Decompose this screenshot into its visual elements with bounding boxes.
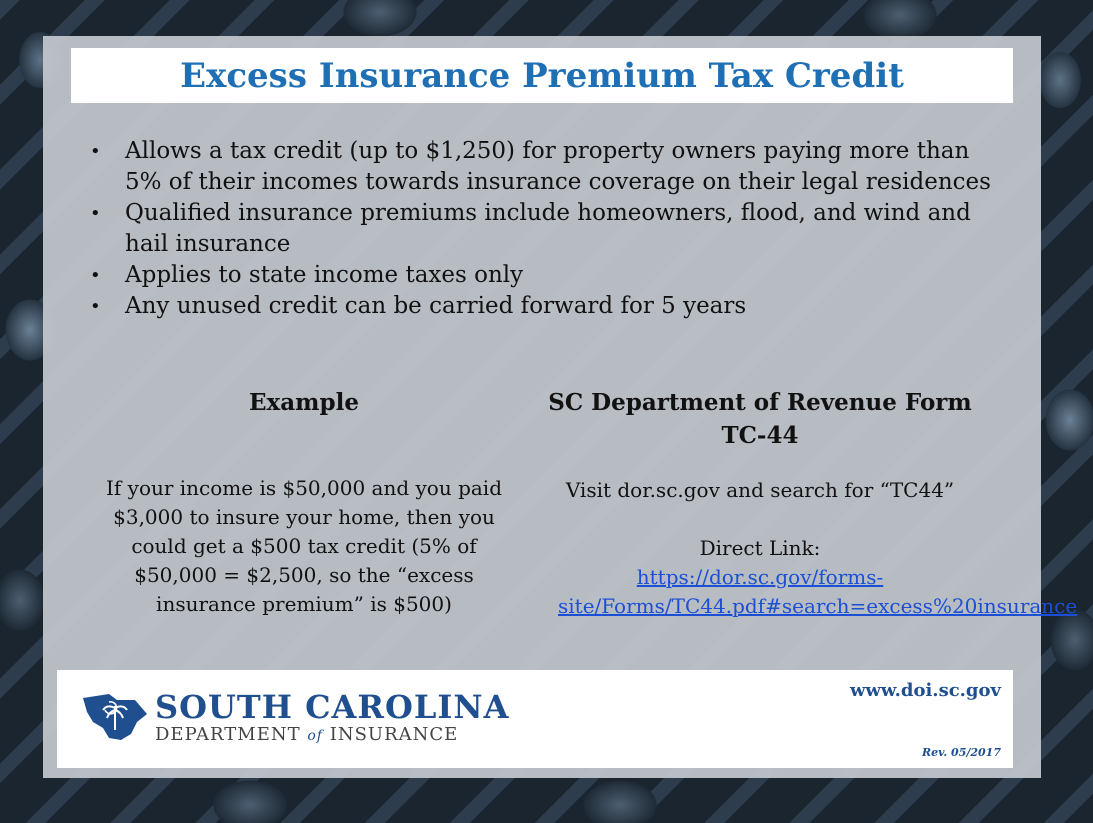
list-item [90, 260, 1010, 291]
title-bar [71, 48, 1013, 103]
example-heading: Example [249, 389, 359, 416]
revision-date: Rev. 05/2017 [921, 746, 1001, 759]
website-url: www.doi.sc.gov [849, 680, 1001, 701]
sc-doi-logo [79, 688, 510, 748]
example-section [100, 386, 508, 619]
bullet-text: Any unused credit can be carried forward for 5 years [125, 293, 747, 319]
page-title: Excess Insurance Premium Tax Credit [180, 55, 904, 96]
palmetto-state-map-icon [79, 688, 151, 744]
direct-link-label: Direct Link: [699, 536, 821, 560]
bullet-icon: • [90, 265, 101, 286]
bullet-text: Applies to state income taxes only [125, 262, 524, 288]
bullet-list [90, 136, 1010, 322]
list-item [90, 136, 1010, 198]
list-item [90, 198, 1010, 260]
form-heading: SC Department of Revenue Form TC-44 [548, 389, 972, 449]
bullet-text: Allows a tax credit (up to $1,250) for property owners paying more than 5% of their incomes towards insurance coverage on their legal residences [125, 138, 991, 195]
example-text: If your income is $50,000 and you paid $3,000 to insure your home, then you could get a $500 tax credit (5% of $50,000 = $2,500, so the “excess insurance premium” is $500) [105, 476, 503, 616]
bullet-text: Qualified insurance premiums include homeowners, flood, and wind and hail insurance [125, 200, 971, 257]
tc44-form-link[interactable]: https://dor.sc.gov/forms-site/Forms/TC44.pdf#search=excess%20insurance [558, 565, 1078, 618]
bullet-icon: • [90, 296, 101, 317]
logo-subtitle-part: DEPARTMENT [155, 724, 301, 745]
bullet-icon: • [90, 141, 101, 162]
footer-bar [57, 670, 1013, 768]
bullet-icon: • [90, 203, 101, 224]
logo-title: SOUTH CAROLINA [155, 688, 510, 726]
logo-subtitle-part: INSURANCE [329, 724, 459, 745]
visit-instructions: Visit dor.sc.gov and search for “TC44” [565, 478, 955, 502]
logo-subtitle-of: of [307, 728, 323, 744]
list-item [90, 291, 1010, 322]
form-section [540, 386, 1078, 621]
logo-subtitle [155, 724, 458, 745]
